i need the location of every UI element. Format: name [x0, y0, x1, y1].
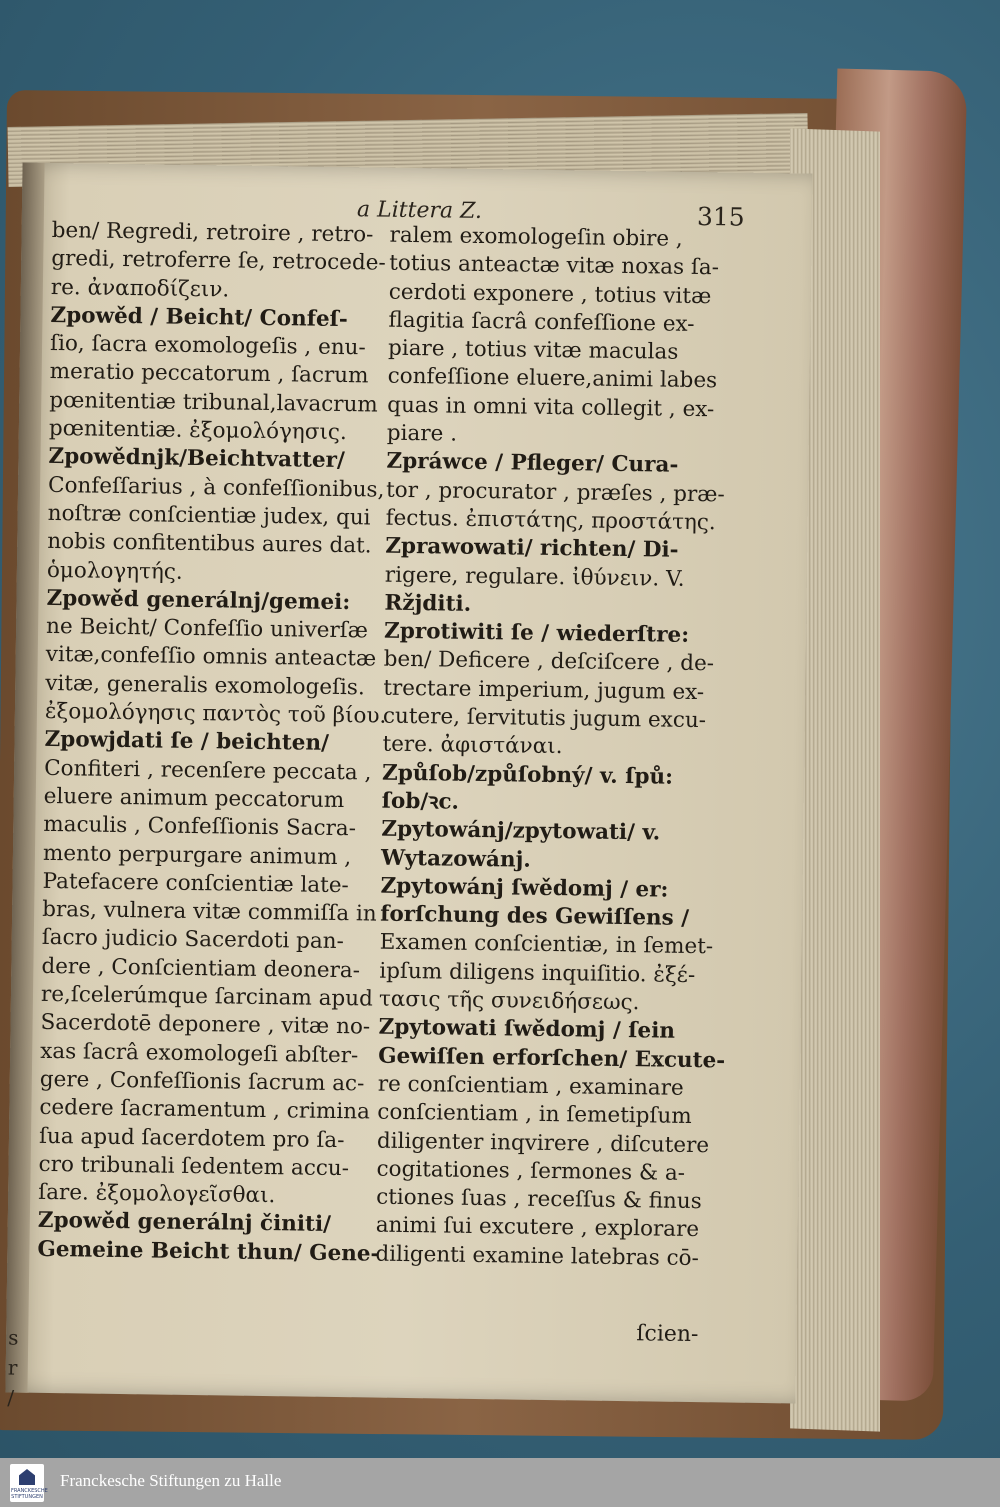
- text-line: cro tribunali ſedentem accu-: [38, 1151, 350, 1181]
- text-line: ctiones ſuas , receſſus & finus: [376, 1184, 702, 1215]
- text-line: pœnitentiæ. ἐξομολόγησις.: [48, 416, 347, 446]
- text-line: nobis confitentibus aures dat.: [47, 529, 372, 559]
- text-line: re. ἀναποδίζειν.: [50, 274, 230, 303]
- entry-headword-line: Zpytowánj ſwědomj / er:: [380, 873, 669, 903]
- logo-emblem-icon: [19, 1469, 35, 1485]
- left-column: [37, 217, 397, 1269]
- entry-headword-line: Zpowědnjk/Beichtvatter/: [48, 444, 345, 474]
- entry-headword-line: Wytazowánj.: [380, 845, 532, 873]
- gutter-marks: [7, 1322, 26, 1412]
- text-line: re,ſcelerúmque ſarcinam apud: [40, 981, 374, 1012]
- entry-headword-line: Gemeine Beicht thun/ Gene-: [37, 1236, 380, 1267]
- entry-headword-line: Způſob/způſobný/ v. ſpů:: [381, 760, 674, 790]
- text-line: quas in omni vita collegit , ex-: [387, 392, 715, 423]
- entry-headword-line: Zpytowánj/zpytowati/ v.: [381, 816, 661, 846]
- text-line: flagitia ſacrâ confeſſione ex-: [388, 307, 695, 337]
- footer-bar: [0, 1458, 1000, 1507]
- gutter-mark: s: [8, 1325, 19, 1350]
- entry-headword-line: Zpowěd / Beicht/ Confeſ-: [50, 302, 348, 332]
- text-line: Examen conſcientiæ, in ſemet-: [379, 930, 714, 960]
- text-line: Confiteri , recenſere peccata ,: [43, 755, 372, 786]
- text-line: pœnitentiæ tribunal,lavacrum: [49, 387, 378, 418]
- text-line: xas ſacrâ exomologeſi abſter-: [40, 1038, 359, 1068]
- text-line: ſare. ἐξομολογεῖσθαι.: [38, 1179, 276, 1209]
- text-line: Sacerdotē deponere , vitæ no-: [40, 1010, 371, 1040]
- text-line: meratio peccatorum , ſacrum: [49, 359, 369, 389]
- text-line: dere , Conſcientiam deonera-: [41, 953, 361, 984]
- text-line: cedere ſacramentum , crimina: [39, 1095, 371, 1125]
- entry-headword-line: Zpowěd generálnj/gemei:: [46, 585, 351, 616]
- text-line: Confeſſarius , à confeſſionibus,: [47, 472, 385, 503]
- text-line: gredi, retroferre ſe, retrocede-: [51, 246, 386, 276]
- footer-label: Franckesche Stiftungen zu Halle: [60, 1471, 282, 1490]
- text-line: piare , totius vitæ maculas: [387, 335, 679, 365]
- entry-headword-line: Gewiſſen erforſchen/ Excute-: [378, 1043, 726, 1074]
- entry-headword-line: Zpráwce / Pfleger/ Cura-: [386, 449, 679, 479]
- text-line: ben/ Deficere , deſciſcere , de-: [383, 647, 715, 677]
- entry-headword-line: Zpytowati ſwědomj / ſein: [378, 1014, 676, 1045]
- entry-headword-line: ſob/ꝛc.: [381, 788, 460, 815]
- text-line: ben/ Regredi, retroire , retro-: [51, 217, 374, 248]
- text-line: cerdoti exponere , totius vitæ: [388, 279, 712, 309]
- page-number: 315: [696, 201, 745, 232]
- text-line: mento perpurgare animum ,: [42, 840, 352, 870]
- entry-headword-line: Zpowjdati ſe / beichten/: [44, 727, 330, 757]
- text-line: eluere animum peccatorum: [43, 783, 345, 814]
- running-head: a Littera Z.: [356, 197, 483, 224]
- text-line: ſio, ſacra exomologeſis , enu-: [49, 331, 366, 361]
- text-line: vitæ, generalis exomologeſis.: [45, 670, 365, 701]
- entry-headword-line: Zpowěd generálnj činiti/: [37, 1208, 332, 1238]
- text-line: tere. ἀφιστάναι.: [382, 731, 563, 760]
- text-line: conſcientiam , in ſemetipſum: [377, 1099, 692, 1130]
- text-line: maculis , Confeſſionis Sacra-: [43, 812, 357, 842]
- text-line: ne Beicht/ Confeſſio univerſæ: [45, 614, 369, 644]
- book-page: [5, 163, 812, 1410]
- text-line: ſua apud ſacerdotem pro ſa-: [38, 1123, 345, 1153]
- entry-headword-line: Zprotiwiti ſe / wiederſtre:: [383, 618, 690, 649]
- text-line: cutere, ſervitutis jugum excu-: [382, 703, 707, 734]
- institution-logo: [10, 1464, 48, 1502]
- text-line: confeſſione eluere,animi labes: [387, 364, 718, 394]
- text-line: ἐξομολόγησις παντὸς τοῦ βίου.: [44, 698, 387, 729]
- entry-headword-line: Ržjditi.: [384, 590, 472, 617]
- text-line: cogitationes , ſermones & a-: [376, 1156, 686, 1186]
- text-line: Patefacere conſcientiæ late-: [42, 868, 349, 898]
- entry-headword-line: Zprawowati/ richten/ Di-: [385, 533, 679, 564]
- text-line: totius anteactæ vitæ noxas ſa-: [389, 250, 720, 281]
- entry-headword-line: forſchung des Gewiſſens /: [379, 901, 690, 932]
- text-line: piare .: [386, 420, 458, 447]
- text-line: fectus. ἐπιστάτης, προστάτης.: [385, 505, 716, 536]
- text-line: ipſum diligens inquiſitio. ἐξέ-: [379, 958, 696, 988]
- text-line: tor , procurator , præſes , præ-: [385, 477, 725, 508]
- text-line: animi ſui excutere , explorare: [375, 1212, 700, 1243]
- gutter-mark: r: [7, 1355, 18, 1380]
- text-line: bras, vulnera vitæ commiſſa in: [42, 897, 377, 927]
- catchword: ſcien-: [636, 1321, 699, 1348]
- right-column: [375, 222, 745, 1274]
- text-line: re conſcientiam , examinare: [377, 1071, 684, 1101]
- text-line: noſtræ conſcientiæ judex, qui: [47, 500, 371, 531]
- text-line: ralem exomologeſin obire ,: [389, 222, 683, 252]
- logo-text: FRANCKESCHE STIFTUNGEN: [11, 1488, 48, 1500]
- gutter-mark: /: [7, 1385, 15, 1410]
- text-line: diligenti examine latebras cō-: [375, 1241, 700, 1271]
- text-line: trectare imperium, jugum ex-: [383, 675, 705, 705]
- text-line: rigere, regulare. ἰθύνειν. V.: [384, 562, 685, 592]
- text-line: ſacro judicio Sacerdoti pan-: [41, 925, 345, 955]
- text-line: ὁμολογητής.: [46, 557, 183, 585]
- text-line: vitæ,confeſſio omnis anteactæ: [45, 642, 377, 672]
- text-line: gere , Confeſſionis ſacrum ac-: [39, 1066, 365, 1097]
- text-line: τασις τῆς συνειδήσεως.: [378, 986, 640, 1016]
- text-line: diligenter inqvirere , diſcutere: [376, 1128, 710, 1158]
